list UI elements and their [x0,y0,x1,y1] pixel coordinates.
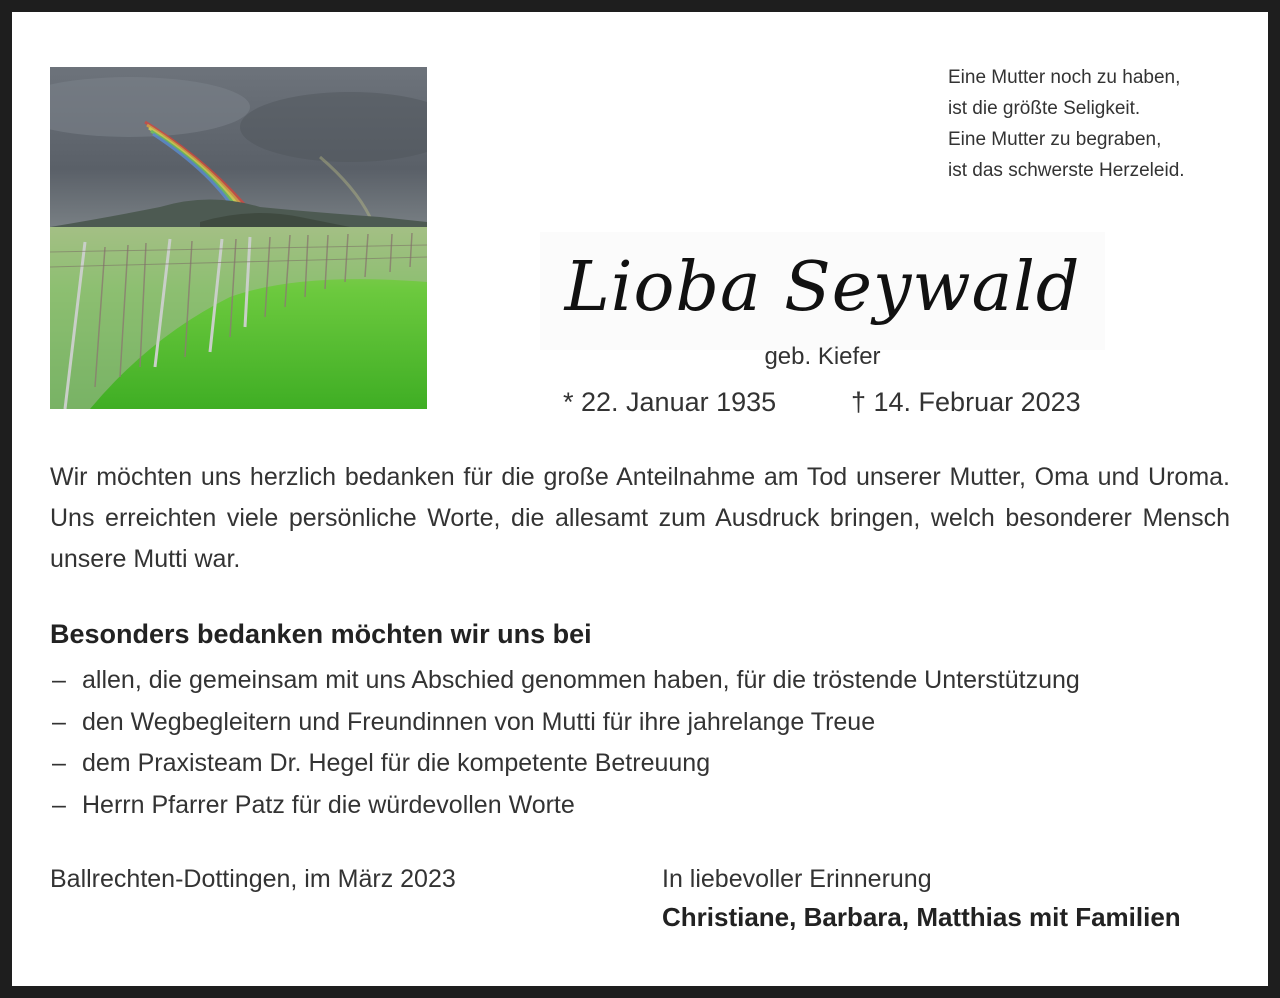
list-item-text: Herrn Pfarrer Patz für die würdevollen Worte [82,790,575,819]
list-item-text: dem Praxisteam Dr. Hegel für die kompetente Betreuung [82,749,711,777]
poem-line: Eine Mutter zu begraben, [948,129,1162,150]
dash-bullet: – [52,666,66,694]
list-item-text: allen, die gemeinsam mit uns Abschied genommen haben, für die tröstende Unterstützung [82,666,1080,694]
vineyard-rainbow-photo [50,67,427,409]
list-item [50,660,1080,702]
dash-bullet: – [52,707,66,736]
list-item [50,785,1080,827]
dash-bullet: – [52,790,66,819]
list-item [50,743,1080,785]
thanks-paragraph: Wir möchten uns herzlich bedanken für die große Anteilnahme am Tod unserer Mutter, Oma und Uroma. Uns erreichten viele persönliche Worte, die allesamt zum Ausdruck bringen, welch besonderer Mensch unsere Mutti war. [50,463,1230,573]
death-date: † 14. Februar 2023 [851,387,1081,417]
deceased-name-panel [540,232,1105,350]
list-item [50,702,1080,744]
poem-line: Eine Mutter noch zu haben, [948,67,1181,88]
list-item-text: den Wegbegleitern und Freundinnen von Mutti für ihre jahrelange Treue [82,707,876,736]
poem-line: ist das schwerste Herzeleid. [948,160,1185,181]
poem [948,62,1248,186]
special-thanks-heading: Besonders bedanken möchten wir uns bei [50,619,592,649]
birth-name: geb. Kiefer [764,343,881,370]
memory-line: In liebevoller Erinnerung [662,865,932,893]
place-date: Ballrechten-Dottingen, im März 2023 [50,865,456,893]
deceased-name: Lioba Seywald [564,248,1081,327]
poem-line: ist die größte Seligkeit. [948,98,1141,119]
dash-bullet: – [52,749,66,777]
special-thanks-list [50,660,1080,826]
birth-date: * 22. Januar 1935 [563,387,777,417]
family-signature: Christiane, Barbara, Matthias mit Familien [662,902,1181,932]
